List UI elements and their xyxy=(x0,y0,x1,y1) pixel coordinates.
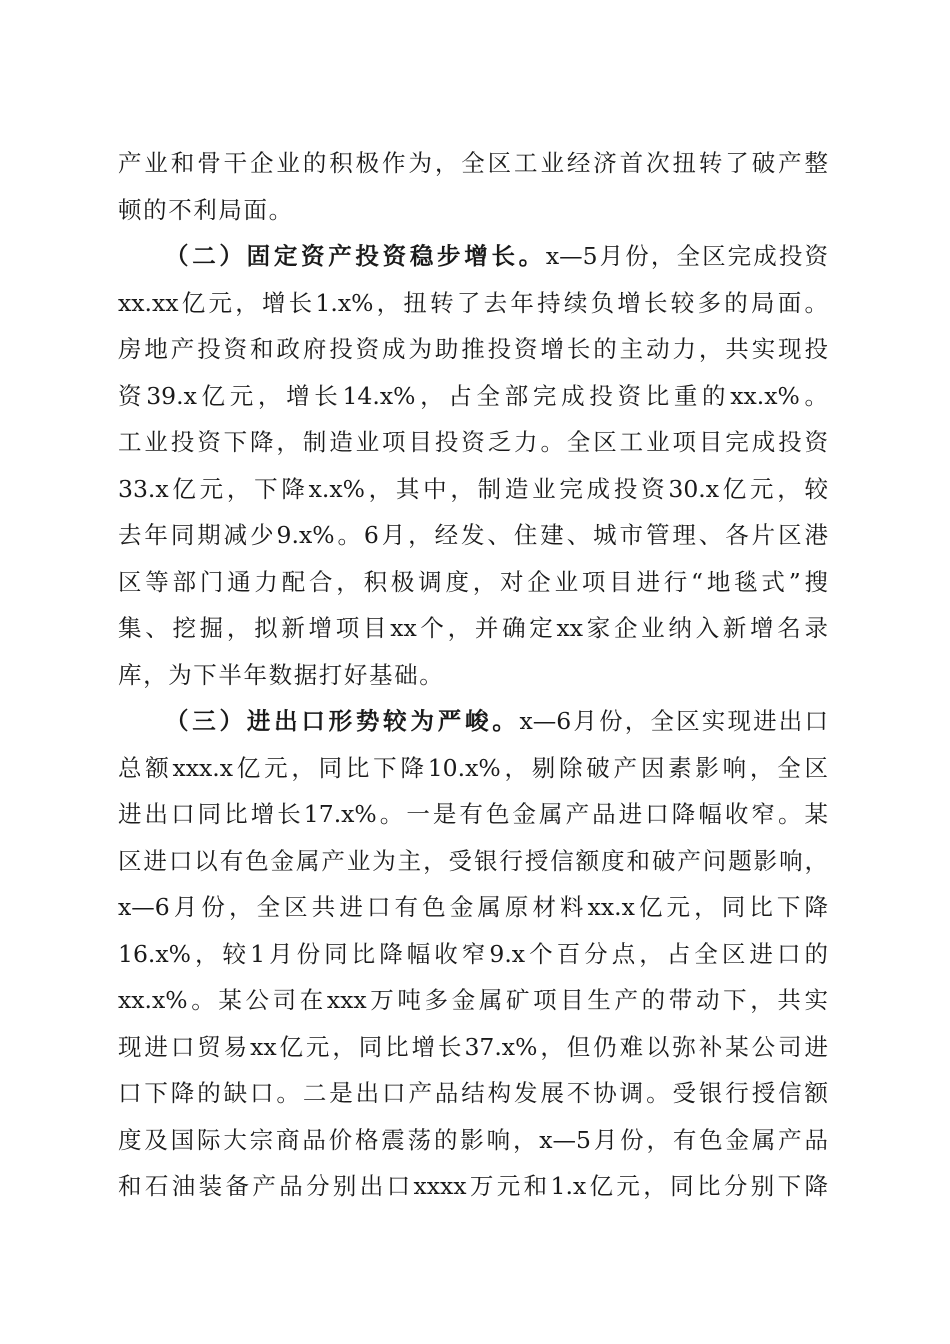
text-line: 资39.x亿元，增长14.x%，占全部完成投资比重的xx.x%。 xyxy=(118,381,828,410)
text-line: 33.x亿元，下降x.x%，其中，制造业完成投资30.x亿元，较 xyxy=(118,474,828,503)
text-line: xx.xx亿元，增长1.x%，扭转了去年持续负增长较多的局面。 xyxy=(118,288,828,317)
text-line: 度及国际大宗商品价格震荡的影响，x—5月份，有色金属产品 xyxy=(118,1125,828,1154)
text-line: 产业和骨干企业的积极作为，全区工业经济首次扭转了破产整 xyxy=(118,149,828,177)
section-2-lead-text: x—5月份，全区完成投资 xyxy=(545,242,828,270)
text-line: 进出口同比增长17.x%。一是有色金属产品进口降幅收窄。某 xyxy=(118,800,828,828)
text-line: 区等部门通力配合，积极调度，对企业项目进行“地毯式”搜 xyxy=(118,567,828,596)
text-line: x—6月份，全区共进口有色金属原材料xx.x亿元，同比下降 xyxy=(118,893,828,921)
text-line: 工业投资下降，制造业项目投资乏力。全区工业项目完成投资 xyxy=(118,428,828,456)
section-2-heading: （二）固定资产投资稳步增长。 xyxy=(165,242,546,270)
text-line: 16.x%，较1月份同比降幅收窄9.x个百分点，占全区进口的 xyxy=(118,939,828,968)
section-3-heading: （三）进出口形势较为严峻。 xyxy=(165,707,520,735)
text-line: 房地产投资和政府投资成为助推投资增长的主动力，共实现投 xyxy=(118,335,828,363)
text-line: 集、挖掘，拟新增项目xx个，并确定xx家企业纳入新增名录 xyxy=(118,614,828,642)
text-line: 现进口贸易xx亿元，同比增长37.x%，但仍难以弥补某公司进 xyxy=(118,1032,828,1061)
text-line: 口下降的缺口。二是出口产品结构发展不协调。受银行授信额 xyxy=(118,1079,828,1107)
text-line: 库，为下半年数据打好基础。 xyxy=(118,660,445,689)
text-line: 总额xxx.x亿元，同比下降10.x%，剔除破产因素影响，全区 xyxy=(118,753,828,782)
text-line: 和石油装备产品分别出口xxxx万元和1.x亿元，同比分别下降 xyxy=(118,1172,828,1200)
text-line: 区进口以有色金属产业为主，受银行授信额度和破产问题影响， xyxy=(118,846,828,875)
text-line: 顿的不利局面。 xyxy=(118,195,294,224)
section-3-first-line xyxy=(118,698,828,745)
section-3-lead-text: x—6月份，全区实现进出口 xyxy=(519,707,828,735)
body-text xyxy=(118,140,828,1210)
text-line: 去年同期减少9.x%。6月，经发、住建、城市管理、各片区港 xyxy=(118,521,828,549)
section-2-first-line xyxy=(118,233,828,280)
text-line: xx.x%。某公司在xxx万吨多金属矿项目生产的带动下，共实 xyxy=(118,986,828,1014)
